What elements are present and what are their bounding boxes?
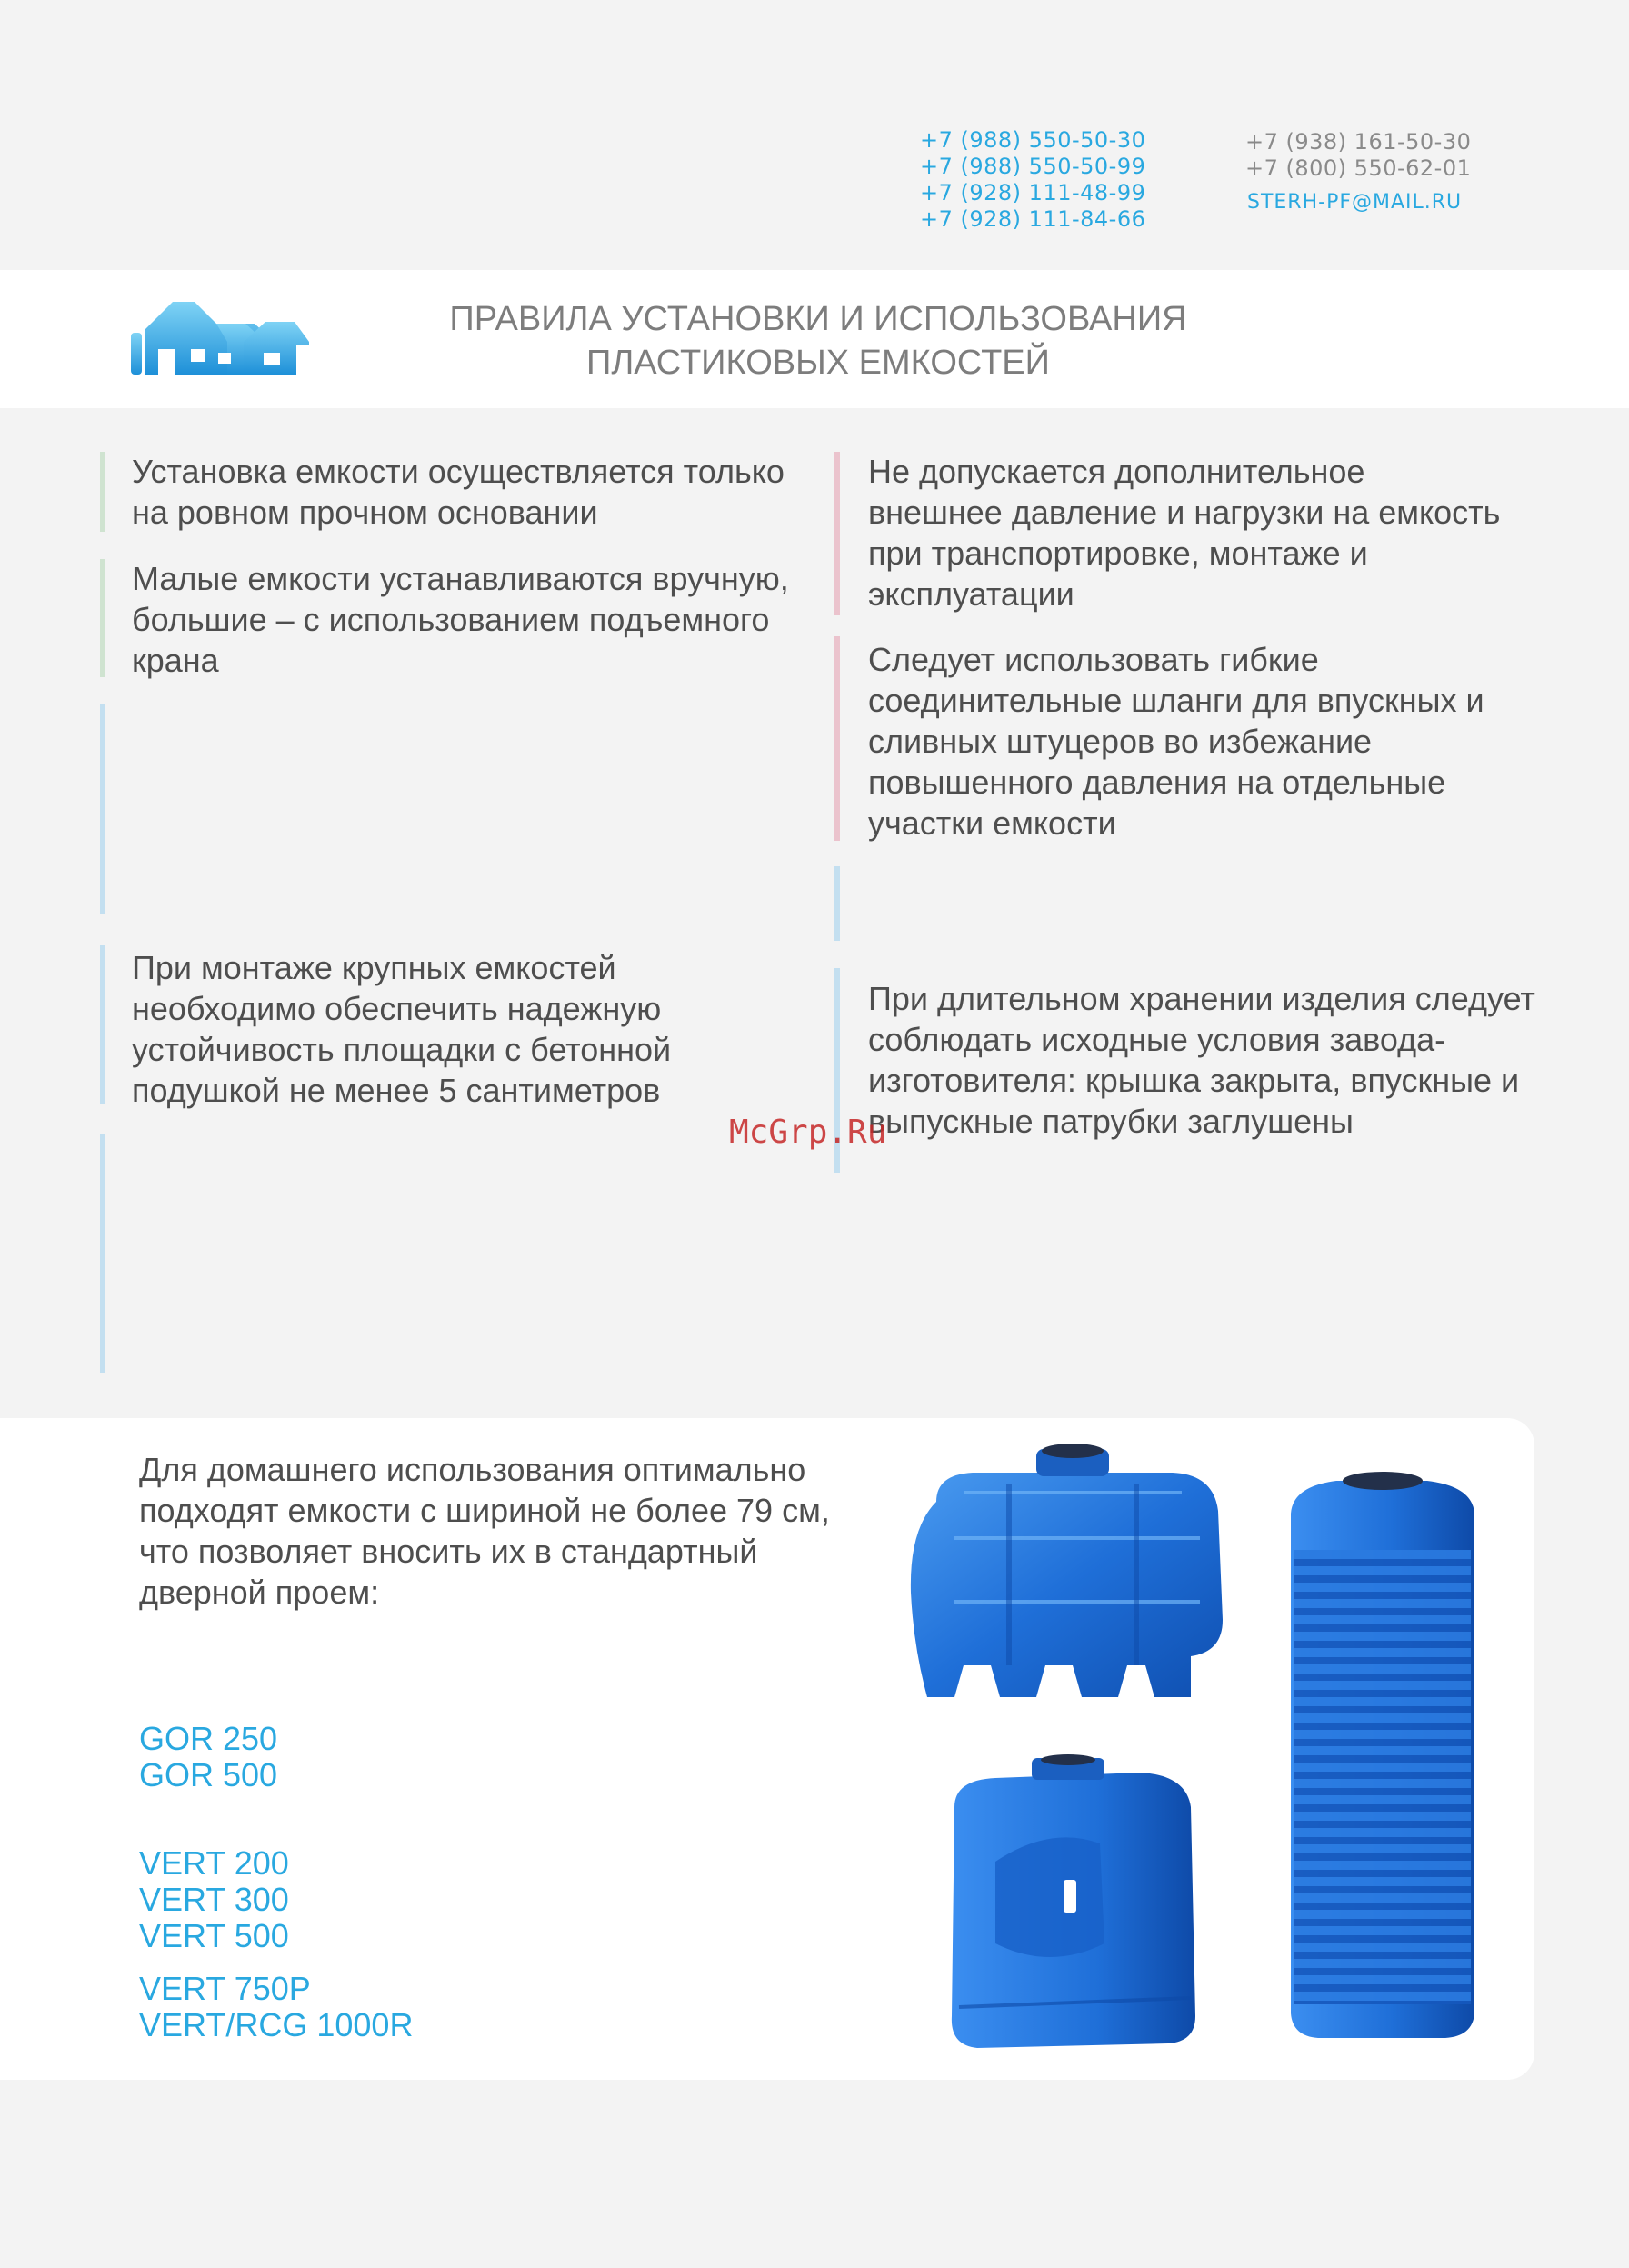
accent-bar	[100, 704, 105, 914]
accent-bar	[100, 1134, 105, 1373]
model-item: GOR 500	[139, 1756, 278, 1793]
home-use-text: Для домашнего использования оптимально подходят емкости с шириной не более 79 см, что позволяет вносить их в стандартный дверной проем:	[139, 1451, 830, 1611]
email-link[interactable]: STERH-PF@MAIL.RU	[1247, 191, 1463, 214]
vertical-tall-tank-image	[1282, 1468, 1484, 2041]
rule-text: Малые емкости устанавливаются вручную, большие – с использованием подъемного крана	[132, 560, 789, 679]
phone-link[interactable]: +7 (988) 550-50-99	[920, 154, 1146, 179]
model-item: VERT 750P	[139, 1970, 311, 2007]
model-list-vert	[139, 1845, 289, 1954]
page-title-line: ПРАВИЛА УСТАНОВКИ И ИСПОЛЬЗОВАНИЯ	[449, 300, 1187, 338]
watermark: McGrp.Ru	[729, 1114, 887, 1151]
page-title	[364, 297, 1273, 385]
rule-text: При монтаже крупных емкостей необходимо обеспечить надежную устойчивость площадки с бетонной подушкой не менее 5 сантиметров	[132, 949, 672, 1109]
house-logo-icon	[127, 298, 309, 380]
accent-bar	[100, 559, 105, 677]
rule-text: Следует использовать гибкие соединительные шланги для впускных и сливных штуцеров во избежание повышенного давления на отдельные участки емкости	[868, 641, 1484, 842]
model-item: GOR 250	[139, 1720, 278, 1757]
phone-link[interactable]: +7 (938) 161-50-30	[1245, 129, 1472, 155]
rule-text: При длительном хранении изделия следует соблюдать исходные условия завода-изготовителя: крышка закрыта, впускные и выпускные патрубки заглушены	[868, 980, 1535, 1140]
accent-bar	[834, 866, 840, 941]
model-list-gor	[139, 1721, 277, 1793]
model-list-vert-extra	[139, 1971, 413, 2043]
accent-bar	[834, 636, 840, 841]
contact-phones-primary	[920, 127, 1145, 233]
accent-bar	[100, 452, 105, 532]
phone-link[interactable]: +7 (800) 550-62-01	[1245, 155, 1472, 181]
contact-phones-secondary	[1245, 129, 1471, 182]
horizontal-tank-image	[900, 1438, 1245, 1711]
phone-link[interactable]: +7 (928) 111-48-99	[920, 180, 1146, 205]
accent-bar	[100, 945, 105, 1104]
model-item: VERT 500	[139, 1917, 289, 1954]
phone-link[interactable]: +7 (988) 550-50-30	[920, 127, 1146, 153]
accent-bar	[834, 452, 840, 615]
model-item: VERT 300	[139, 1881, 289, 1918]
model-item: VERT/RCG 1000R	[139, 2006, 414, 2043]
model-item: VERT 200	[139, 1844, 289, 1882]
vertical-slim-tank-image	[941, 1753, 1204, 2053]
phone-link[interactable]: +7 (928) 111-84-66	[920, 206, 1146, 232]
page-title-line: ПЛАСТИКОВЫХ ЕМКОСТЕЙ	[586, 344, 1050, 382]
rule-text: Не допускается дополнительное внешнее давление и нагрузки на емкость при транспортировке, монтаже и эксплуатации	[868, 453, 1501, 613]
rule-text: Установка емкости осуществляется только на ровном прочном основании	[132, 453, 785, 531]
